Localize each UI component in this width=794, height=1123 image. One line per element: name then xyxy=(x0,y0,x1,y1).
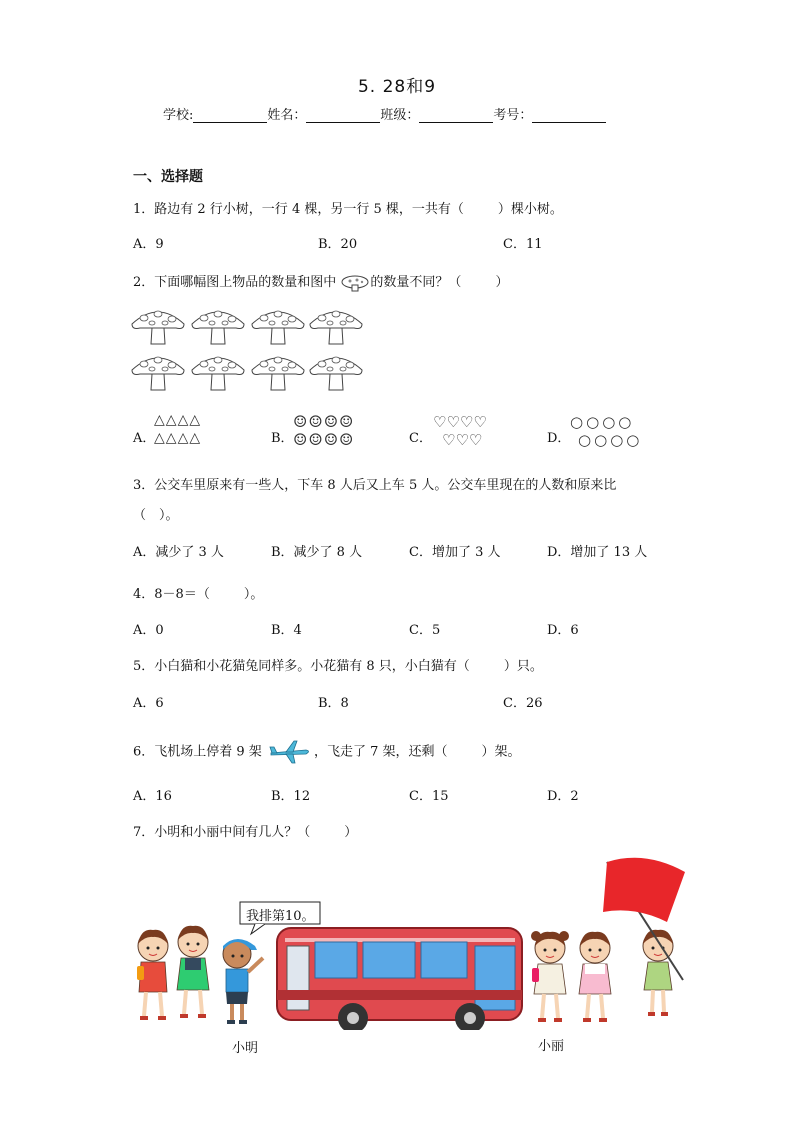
question-5-stem: 5．小白猫和小花猫兔同样多。小花猫有 8 只，小白猫有（ xyxy=(133,659,470,674)
school-label: 学校: xyxy=(163,108,194,123)
name-blank[interactable] xyxy=(306,110,380,123)
q4-option-a[interactable]: A．0 xyxy=(133,623,164,638)
kid-li xyxy=(531,931,569,1020)
q1-option-b[interactable]: B．20 xyxy=(318,237,358,252)
exam-blank[interactable] xyxy=(532,110,606,123)
q4-option-d[interactable]: D．6 xyxy=(547,623,579,638)
q2-option-b[interactable]: B． xyxy=(271,431,294,446)
triangle-group-icon: △△△△ △△△△ xyxy=(154,412,202,446)
q3-option-c[interactable]: C．增加了 3 人 xyxy=(409,545,501,560)
name-label: 姓名： xyxy=(267,108,307,123)
xiaoli-label: 小丽 xyxy=(538,1039,565,1054)
q1-option-a[interactable]: A．9 xyxy=(133,237,164,252)
speech-text: 我排第10。 xyxy=(246,909,315,924)
question-2-stem-end: ） xyxy=(495,275,509,290)
red-flag-icon xyxy=(603,858,685,980)
student-info-line xyxy=(163,104,606,123)
page-title: 5. 28和9 xyxy=(357,77,437,97)
smiley-group-icon: ☺☺☺☺ ☺☺☺☺ xyxy=(293,412,355,449)
q2-option-d[interactable]: D． xyxy=(547,431,571,446)
q3-option-d[interactable]: D．增加了 13 人 xyxy=(547,545,648,560)
circle-group-icon: ○○○○ ○○○○ xyxy=(570,413,643,449)
question-7 xyxy=(133,821,357,840)
xiaoming-label: 小明 xyxy=(232,1041,259,1056)
question-4-stem-end: ）。 xyxy=(243,587,264,602)
section-title: 一、选择题 xyxy=(133,169,203,185)
question-5 xyxy=(133,655,543,674)
question-1-stem-end: ）棵小树。 xyxy=(497,202,563,217)
question-3-line-1: 3．公交车里原来有一些人，下车 8 人后又上车 5 人。公交车里现在的人数和原来比 xyxy=(133,478,617,493)
airplane-icon xyxy=(268,739,312,765)
q4-option-c[interactable]: C．5 xyxy=(409,623,441,638)
q5-option-a[interactable]: A．6 xyxy=(133,696,164,711)
question-4-stem: 4．8－8＝（ xyxy=(133,587,210,602)
question-7-stem: 7．小明和小丽中间有几人？（ xyxy=(133,825,311,840)
kid-ming xyxy=(223,939,263,1022)
q5-option-b[interactable]: B．8 xyxy=(318,696,349,711)
question-3-line-2: （ ）。 xyxy=(133,508,179,523)
q6-option-c[interactable]: C．15 xyxy=(409,789,449,804)
bus-icon xyxy=(277,928,522,1030)
question-4 xyxy=(133,583,263,602)
question-6-stem-mid: ，飞走了 7 架，还剩（ xyxy=(313,744,448,760)
kid-2 xyxy=(177,926,209,1016)
kid-3 xyxy=(579,932,611,1020)
class-label: 班级： xyxy=(380,108,420,123)
question-2-stem-mid: 的数量不同？（ xyxy=(370,275,462,290)
q4-option-b[interactable]: B．4 xyxy=(271,623,302,638)
question-2-stem: 2．下面哪幅图上物品的数量和图中 xyxy=(133,275,337,290)
queue-scene-illustration xyxy=(125,850,695,1030)
question-1 xyxy=(133,198,563,217)
q2-option-c[interactable]: C． xyxy=(409,431,432,446)
q5-option-c[interactable]: C．26 xyxy=(503,696,543,711)
question-2 xyxy=(133,271,508,292)
school-blank[interactable] xyxy=(193,110,267,123)
q2-option-a[interactable]: A． xyxy=(133,431,156,446)
q6-option-a[interactable]: A．16 xyxy=(133,789,172,804)
question-5-stem-end: ）只。 xyxy=(503,659,543,674)
q1-option-c[interactable]: C．11 xyxy=(503,237,543,252)
question-6 xyxy=(133,739,521,765)
mushroom-icon xyxy=(340,274,370,292)
question-6-stem: 6．飞机场上停着 9 架 xyxy=(133,744,262,760)
q6-option-b[interactable]: B．12 xyxy=(271,789,311,804)
q3-option-a[interactable]: A．减少了 3 人 xyxy=(133,545,224,560)
mushroom-grid xyxy=(130,304,370,394)
question-7-stem-end: ） xyxy=(344,825,358,840)
q3-option-b[interactable]: B．减少了 8 人 xyxy=(271,545,363,560)
class-blank[interactable] xyxy=(419,110,493,123)
question-1-stem: 1．路边有 2 行小树，一行 4 棵，另一行 5 棵，一共有（ xyxy=(133,202,464,217)
question-6-stem-end: ）架。 xyxy=(481,744,521,760)
heart-group-icon: ♡♡♡♡ ♡♡♡ xyxy=(433,413,487,449)
q6-option-d[interactable]: D．2 xyxy=(547,789,579,804)
kid-1 xyxy=(137,930,168,1018)
exam-label: 考号： xyxy=(493,108,533,123)
